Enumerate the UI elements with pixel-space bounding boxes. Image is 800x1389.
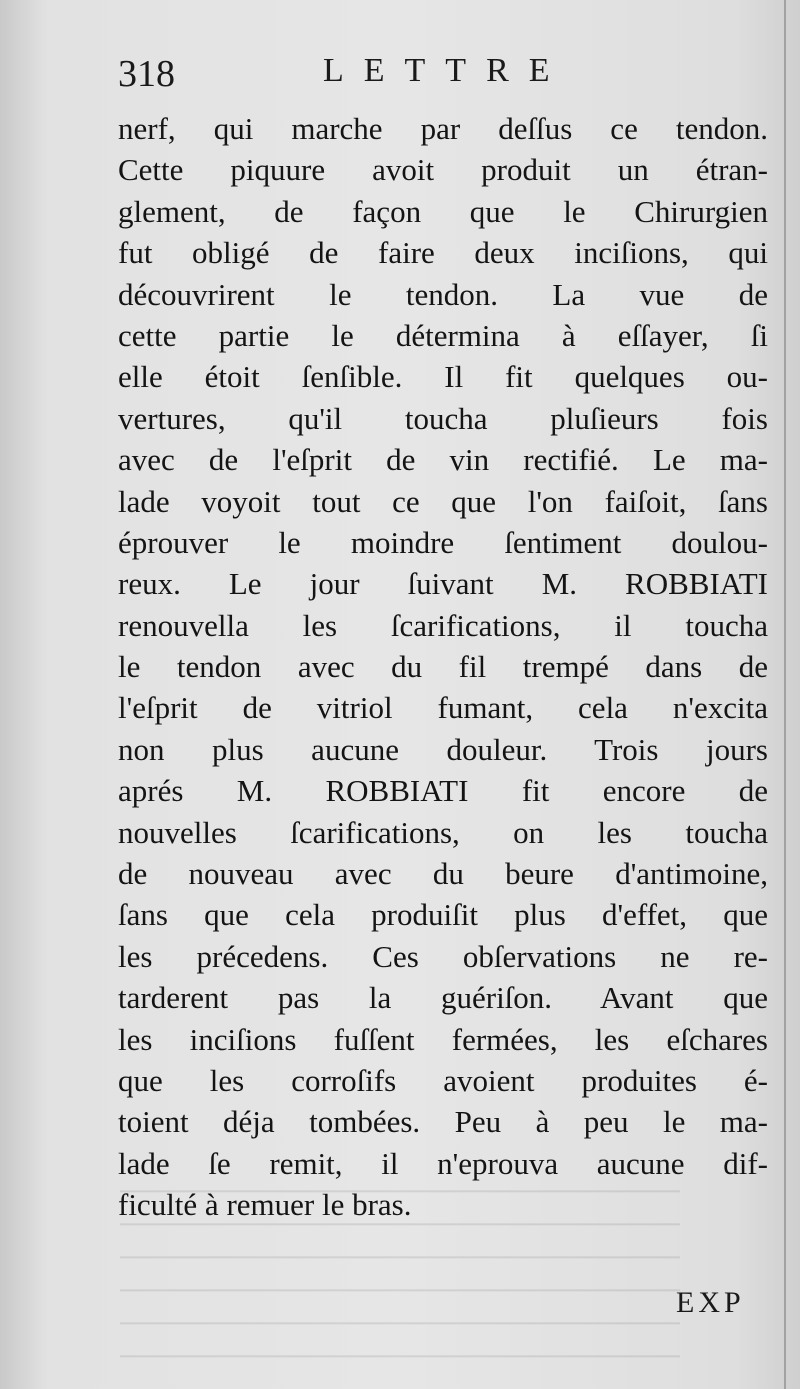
text-line: l'eſprit de vitriol fumant, cela n'excita xyxy=(118,690,768,726)
running-head: LETTRE xyxy=(323,52,570,89)
text-line: les inciſions fuſſent fermées, les eſchares xyxy=(118,1021,768,1057)
text-line: fut obligé de faire deux inciſions, qui xyxy=(118,235,768,271)
catchword: EXP xyxy=(676,1286,745,1319)
text-line-last: ficulté à remuer le bras. xyxy=(118,1187,412,1223)
text-line: lade ſe remit, il n'eprouva aucune dif- xyxy=(118,1145,768,1181)
text-line: Cette piquure avoit produit un étran- xyxy=(118,152,768,188)
text-line: elle étoit ſenſible. Il fit quelques ou- xyxy=(118,359,768,395)
text-line: glement, de façon que le Chirurgien xyxy=(118,193,768,229)
text-line: le tendon avec du fil trempé dans de xyxy=(118,649,768,685)
text-line: éprouver le moindre ſentiment doulou- xyxy=(118,524,768,560)
text-line: découvrirent le tendon. La vue de xyxy=(118,276,768,312)
text-line: avec de l'eſprit de vin rectifié. Le ma- xyxy=(118,442,768,478)
text-line: de nouveau avec du beure d'antimoine, xyxy=(118,856,768,892)
page-number: 318 xyxy=(118,53,175,95)
text-line: reux. Le jour ſuivant M. ROBBIATI xyxy=(118,566,768,602)
text-line: nouvelles ſcarifications, on les toucha xyxy=(118,814,768,850)
text-line: toient déja tombées. Peu à peu le ma- xyxy=(118,1104,768,1140)
text-line: lade voyoit tout ce que l'on faiſoit, ſans xyxy=(118,483,768,519)
body-text xyxy=(118,108,768,1226)
text-line: tarderent pas la guériſon. Avant que xyxy=(118,980,768,1016)
text-line: ſans que cela produiſit plus d'effet, que xyxy=(118,897,768,933)
text-line: non plus aucune douleur. Trois jours xyxy=(118,731,768,767)
text-line: que les corroſifs avoient produites é- xyxy=(118,1062,768,1098)
text-line: cette partie le détermina à eſſayer, ſi xyxy=(118,317,768,353)
text-line: nerf, qui marche par deſſus ce tendon. xyxy=(118,111,768,146)
page-gutter-edge xyxy=(784,0,786,1389)
text-line: renouvella les ſcarifications, il toucha xyxy=(118,607,768,643)
text-line: aprés M. ROBBIATI fit encore de xyxy=(118,773,768,809)
page-header xyxy=(118,52,718,102)
text-line: les précedens. Ces obſervations ne re- xyxy=(118,938,768,974)
text-line: vertures, qu'il toucha pluſieurs fois xyxy=(118,400,768,436)
